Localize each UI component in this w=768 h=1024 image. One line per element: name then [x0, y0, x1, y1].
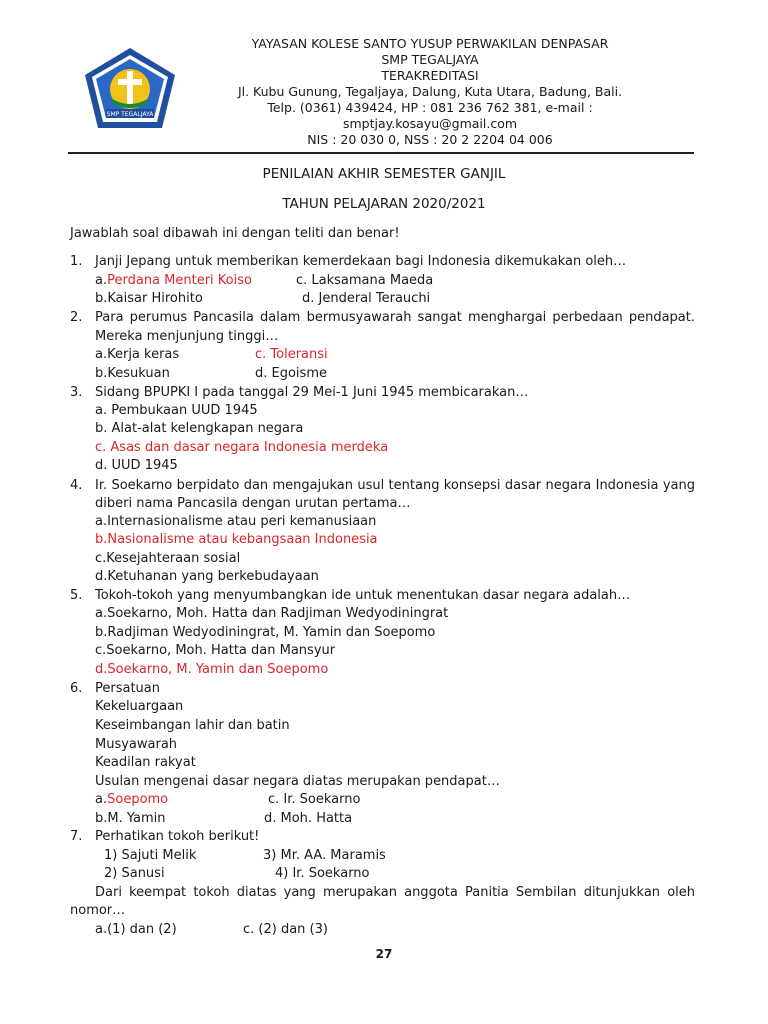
q7-item-1: 1) Sajuti Melik — [104, 848, 197, 863]
q7-item-2: 2) Sanusi — [104, 866, 165, 881]
q7-item-4: 4) Ir. Soekarno — [275, 866, 370, 881]
logo-text: SMP TEGALJAYA — [106, 111, 154, 118]
q3-option-a: a. Pembukaan UUD 1945 — [95, 403, 258, 418]
q7-text-line3: nomor… — [70, 903, 126, 918]
q6-text: Usulan mengenai dasar negara diatas merupakan pendapat… — [95, 774, 500, 789]
q4-text-line2: diberi nama Pancasila dengan urutan pertama… — [95, 496, 411, 511]
exam-title: PENILAIAN AKHIR SEMESTER GANJIL — [262, 166, 506, 182]
nis-nss: NIS : 20 030 0, NSS : 20 2 2204 04 006 — [307, 132, 553, 147]
q6-option-c: c. Ir. Soekarno — [268, 792, 361, 807]
q4-number: 4. — [70, 478, 83, 493]
q6-option-a: a.Soepomo — [95, 792, 169, 807]
q6-option-d: d. Moh. Hatta — [264, 811, 353, 826]
q7-text: Perhatikan tokoh berikut! — [95, 829, 260, 844]
q2-number: 2. — [70, 310, 83, 325]
q5-option-a: a.Soekarno, Moh. Hatta dan Radjiman Wedyodiningrat — [95, 606, 449, 621]
instruction: Jawablah soal dibawah ini dengan teliti dan benar! — [70, 226, 400, 241]
q6-option-b: b.M. Yamin — [95, 811, 166, 826]
q3-option-b: b. Alat-alat kelengkapan negara — [95, 421, 304, 436]
q7-number: 7. — [70, 829, 83, 844]
accreditation: TERAKREDITASI — [381, 68, 479, 83]
q1-option-a: a.Perdana Menteri Koiso — [95, 273, 252, 288]
q3-option-c: c. Asas dan dasar negara Indonesia merdeka — [95, 440, 389, 455]
q4-option-b: b.Nasionalisme atau kebangsaan Indonesia — [95, 532, 378, 547]
q6-list-item: Persatuan — [95, 681, 160, 696]
q6-number: 6. — [70, 681, 83, 696]
school-logo — [82, 45, 178, 131]
q2-option-c: c. Toleransi — [255, 347, 328, 362]
q4-option-a: a.Internasionalisme atau peri kemanusiaan — [95, 514, 377, 529]
q2-option-a: a.Kerja keras — [95, 347, 180, 362]
q1-option-d: d. Jenderal Terauchi — [302, 291, 431, 306]
q2-text-line2: Mereka menjunjung tinggi… — [95, 329, 279, 344]
q3-option-d: d. UUD 1945 — [95, 458, 178, 473]
q7-option-c: c. (2) dan (3) — [243, 922, 328, 937]
page-number: 27 — [375, 947, 393, 961]
q4-option-d: d.Ketuhanan yang berkebudayaan — [95, 569, 319, 584]
address: Jl. Kubu Gunung, Tegaljaya, Dalung, Kuta Utara, Badung, Bali. — [237, 84, 623, 99]
q5-option-c: c.Soekarno, Moh. Hatta dan Mansyur — [95, 643, 336, 658]
q6-list-item: Keadilan rakyat — [95, 755, 196, 770]
q1-option-b: b.Kaisar Hirohito — [95, 291, 203, 306]
q1-number: 1. — [70, 254, 83, 269]
q2-option-b: b.Kesukuan — [95, 366, 170, 381]
q5-number: 5. — [70, 588, 83, 603]
q2-option-d: d. Egoisme — [255, 366, 327, 381]
q6-list-item: Keseimbangan lahir dan batin — [95, 718, 290, 733]
foundation-name: YAYASAN KOLESE SANTO YUSUP PERWAKILAN DENPASAR — [251, 36, 609, 51]
academic-year: TAHUN PELAJARAN 2020/2021 — [282, 196, 486, 212]
q7-item-3: 3) Mr. AA. Maramis — [263, 848, 386, 863]
q4-text-line1: Ir. Soekarno berpidato dan mengajukan usul tentang konsepsi dasar negara Indonesia yang — [95, 478, 695, 493]
q7-option-a: a.(1) dan (2) — [95, 922, 177, 937]
q6-list-item: Kekeluargaan — [95, 699, 184, 714]
q3-text: Sidang BPUPKI I pada tanggal 29 Mei-1 Juni 1945 membicarakan… — [95, 385, 529, 400]
header-divider — [68, 152, 694, 154]
school-name: SMP TEGALJAYA — [381, 52, 479, 67]
q7-text-line2: Dari keempat tokoh diatas yang merupakan anggota Panitia Sembilan ditunjukkan oleh — [95, 885, 695, 900]
q4-option-c: c.Kesejahteraan sosial — [95, 551, 241, 566]
q3-number: 3. — [70, 385, 83, 400]
q5-option-b: b.Radjiman Wedyodiningrat, M. Yamin dan Soepomo — [95, 625, 436, 640]
q6-list-item: Musyawarah — [95, 737, 178, 752]
q5-text: Tokoh-tokoh yang menyumbangkan ide untuk menentukan dasar negara adalah… — [95, 588, 631, 603]
q2-text-line1: Para perumus Pancasila dalam bermusyawarah sangat menghargai perbedaan pendapat. — [95, 310, 695, 325]
q5-option-d: d.Soekarno, M. Yamin dan Soepomo — [95, 662, 329, 677]
phone: Telp. (0361) 439424, HP : 081 236 762 381, e-mail : — [267, 100, 593, 115]
email: smptjay.kosayu@gmail.com — [342, 116, 518, 131]
q1-text: Janji Jepang untuk memberikan kemerdekaan bagi Indonesia dikemukakan oleh… — [95, 254, 627, 269]
q1-option-c: c. Laksamana Maeda — [296, 273, 434, 288]
